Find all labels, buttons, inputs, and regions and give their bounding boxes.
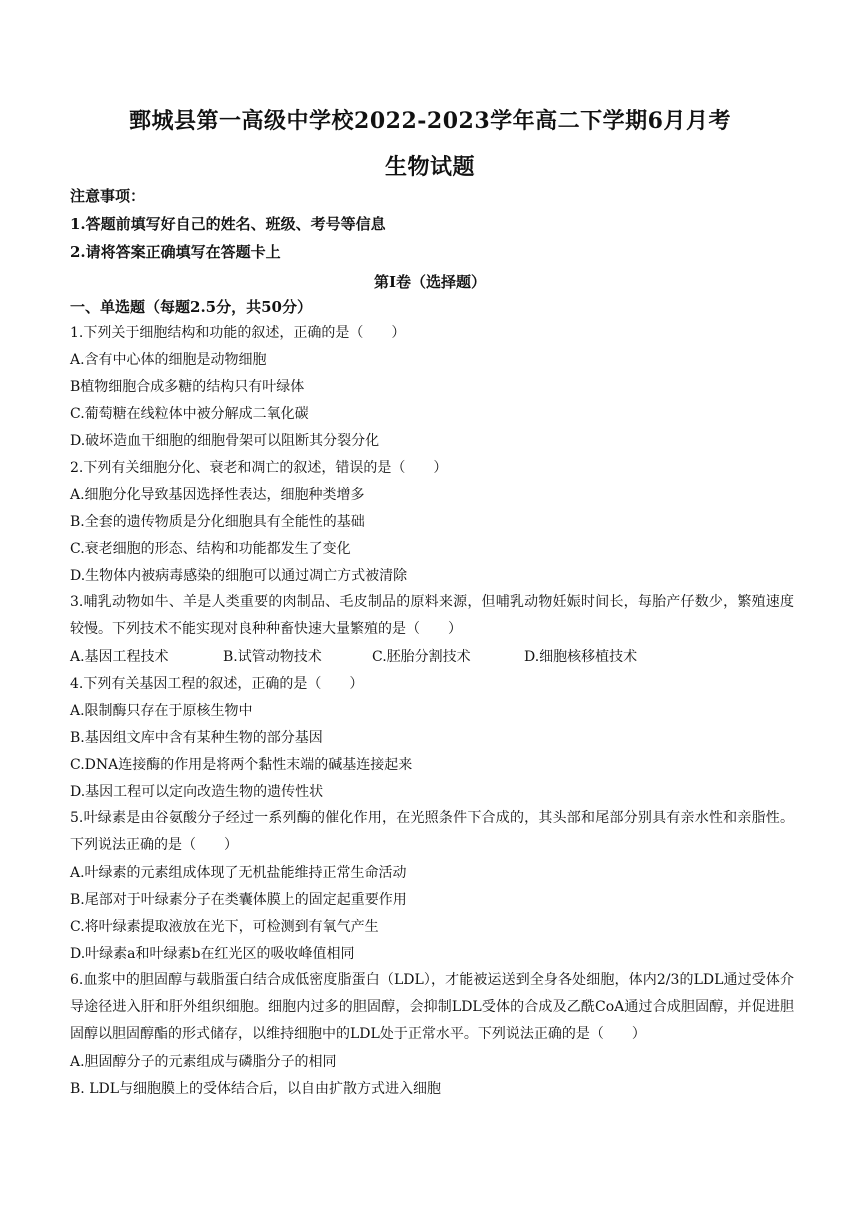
option-b: B.尾部对于叶绿素分子在类囊体膜上的固定起重要作用 [70, 892, 407, 908]
option-b: B植物细胞合成多糖的结构只有叶绿体 [70, 379, 305, 395]
option-c: C.葡萄糖在线粒体中被分解成二氧化碳 [70, 406, 309, 422]
option-a: A.叶绿素的元素组成体现了无机盐能维持正常生命活动 [70, 865, 407, 881]
question-stem: 1.下列关于细胞结构和功能的叙述，正确的是（ ） [70, 325, 406, 341]
option-d: D.叶绿素a和叶绿素b在红光区的吸收峰值相同 [70, 946, 355, 962]
note-item: 1.答题前填写好自己的姓名、班级、考号等信息 [70, 215, 386, 233]
option-b: B.基因组文库中含有某种生物的部分基因 [70, 730, 323, 746]
option-b: B.全套的遗传物质是分化细胞具有全能性的基础 [70, 514, 365, 530]
option-a: A.限制酶只存在于原核生物中 [70, 703, 253, 719]
option-a: A.细胞分化导致基因选择性表达，细胞种类增多 [70, 487, 365, 503]
option-b: B.试管动物技术 [223, 649, 322, 665]
question-stem: 5.叶绿素是由谷氨酸分子经过一系列酶的催化作用，在光照条件下合成的，其头部和尾部分别具有亲水性和亲脂性。下列说法正确的是（ ） [70, 810, 794, 853]
question-stem: 2.下列有关细胞分化、衰老和凋亡的叙述，错误的是（ ） [70, 460, 448, 476]
option-c: C.将叶绿素提取液放在光下，可检测到有氧气产生 [70, 919, 379, 935]
option-a: A.基因工程技术 [70, 649, 169, 665]
part-heading: 一、单选题（每题2.5分，共50分） [70, 298, 312, 316]
note-item: 2.请将答案正确填写在答题卡上 [70, 243, 281, 261]
option-d: D.生物体内被病毒感染的细胞可以通过凋亡方式被清除 [70, 568, 408, 584]
exam-subtitle: 生物试题 [384, 154, 475, 180]
option-d: D.基因工程可以定向改造生物的遗传性状 [70, 784, 324, 800]
option-d: D.细胞核移植技术 [524, 649, 638, 665]
question-stem: 3.哺乳动物如牛、羊是人类重要的肉制品、毛皮制品的原料来源，但哺乳动物妊娠时间长，每胎产仔数少，繁殖速度较慢。下列技术不能实现对良种种畜快速大量繁殖的是（ ） [70, 594, 794, 637]
option-a: A.胆固醇分子的元素组成与磷脂分子的相同 [70, 1054, 337, 1070]
option-c: C.衰老细胞的形态、结构和功能都发生了变化 [70, 541, 351, 557]
question-stem: 4.下列有关基因工程的叙述，正确的是（ ） [70, 676, 364, 692]
section-title: 第I卷（选择题） [373, 273, 487, 291]
exam-title: 鄄城县第一高级中学校2022-2023学年高二下学期6月月考 [129, 108, 731, 134]
notes-heading: 注意事项： [70, 187, 146, 205]
option-a: A.含有中心体的细胞是动物细胞 [70, 352, 267, 368]
option-c: C.胚胎分割技术 [372, 649, 471, 665]
option-c: C.DNA连接酶的作用是将两个黏性末端的碱基连接起来 [70, 757, 413, 773]
option-d: D.破坏造血干细胞的细胞骨架可以阻断其分裂分化 [70, 433, 380, 449]
option-b: B. LDL与细胞膜上的受体结合后，以自由扩散方式进入细胞 [70, 1081, 442, 1097]
question-stem: 6.血浆中的胆固醇与载脂蛋白结合成低密度脂蛋白（LDL），才能被运送到全身各处细胞，体内2/3的LDL通过受体介导途径进入肝和肝外组织细胞。细胞内过多的胆固醇，会抑制LDL受体的合成及乙酰CoA通过合成胆固醇，并促进胆固醇以胆固醇酯的形式储存，以维持细胞中的LDL处于正常水平。下列说法正确的是（ ） [70, 972, 794, 1042]
